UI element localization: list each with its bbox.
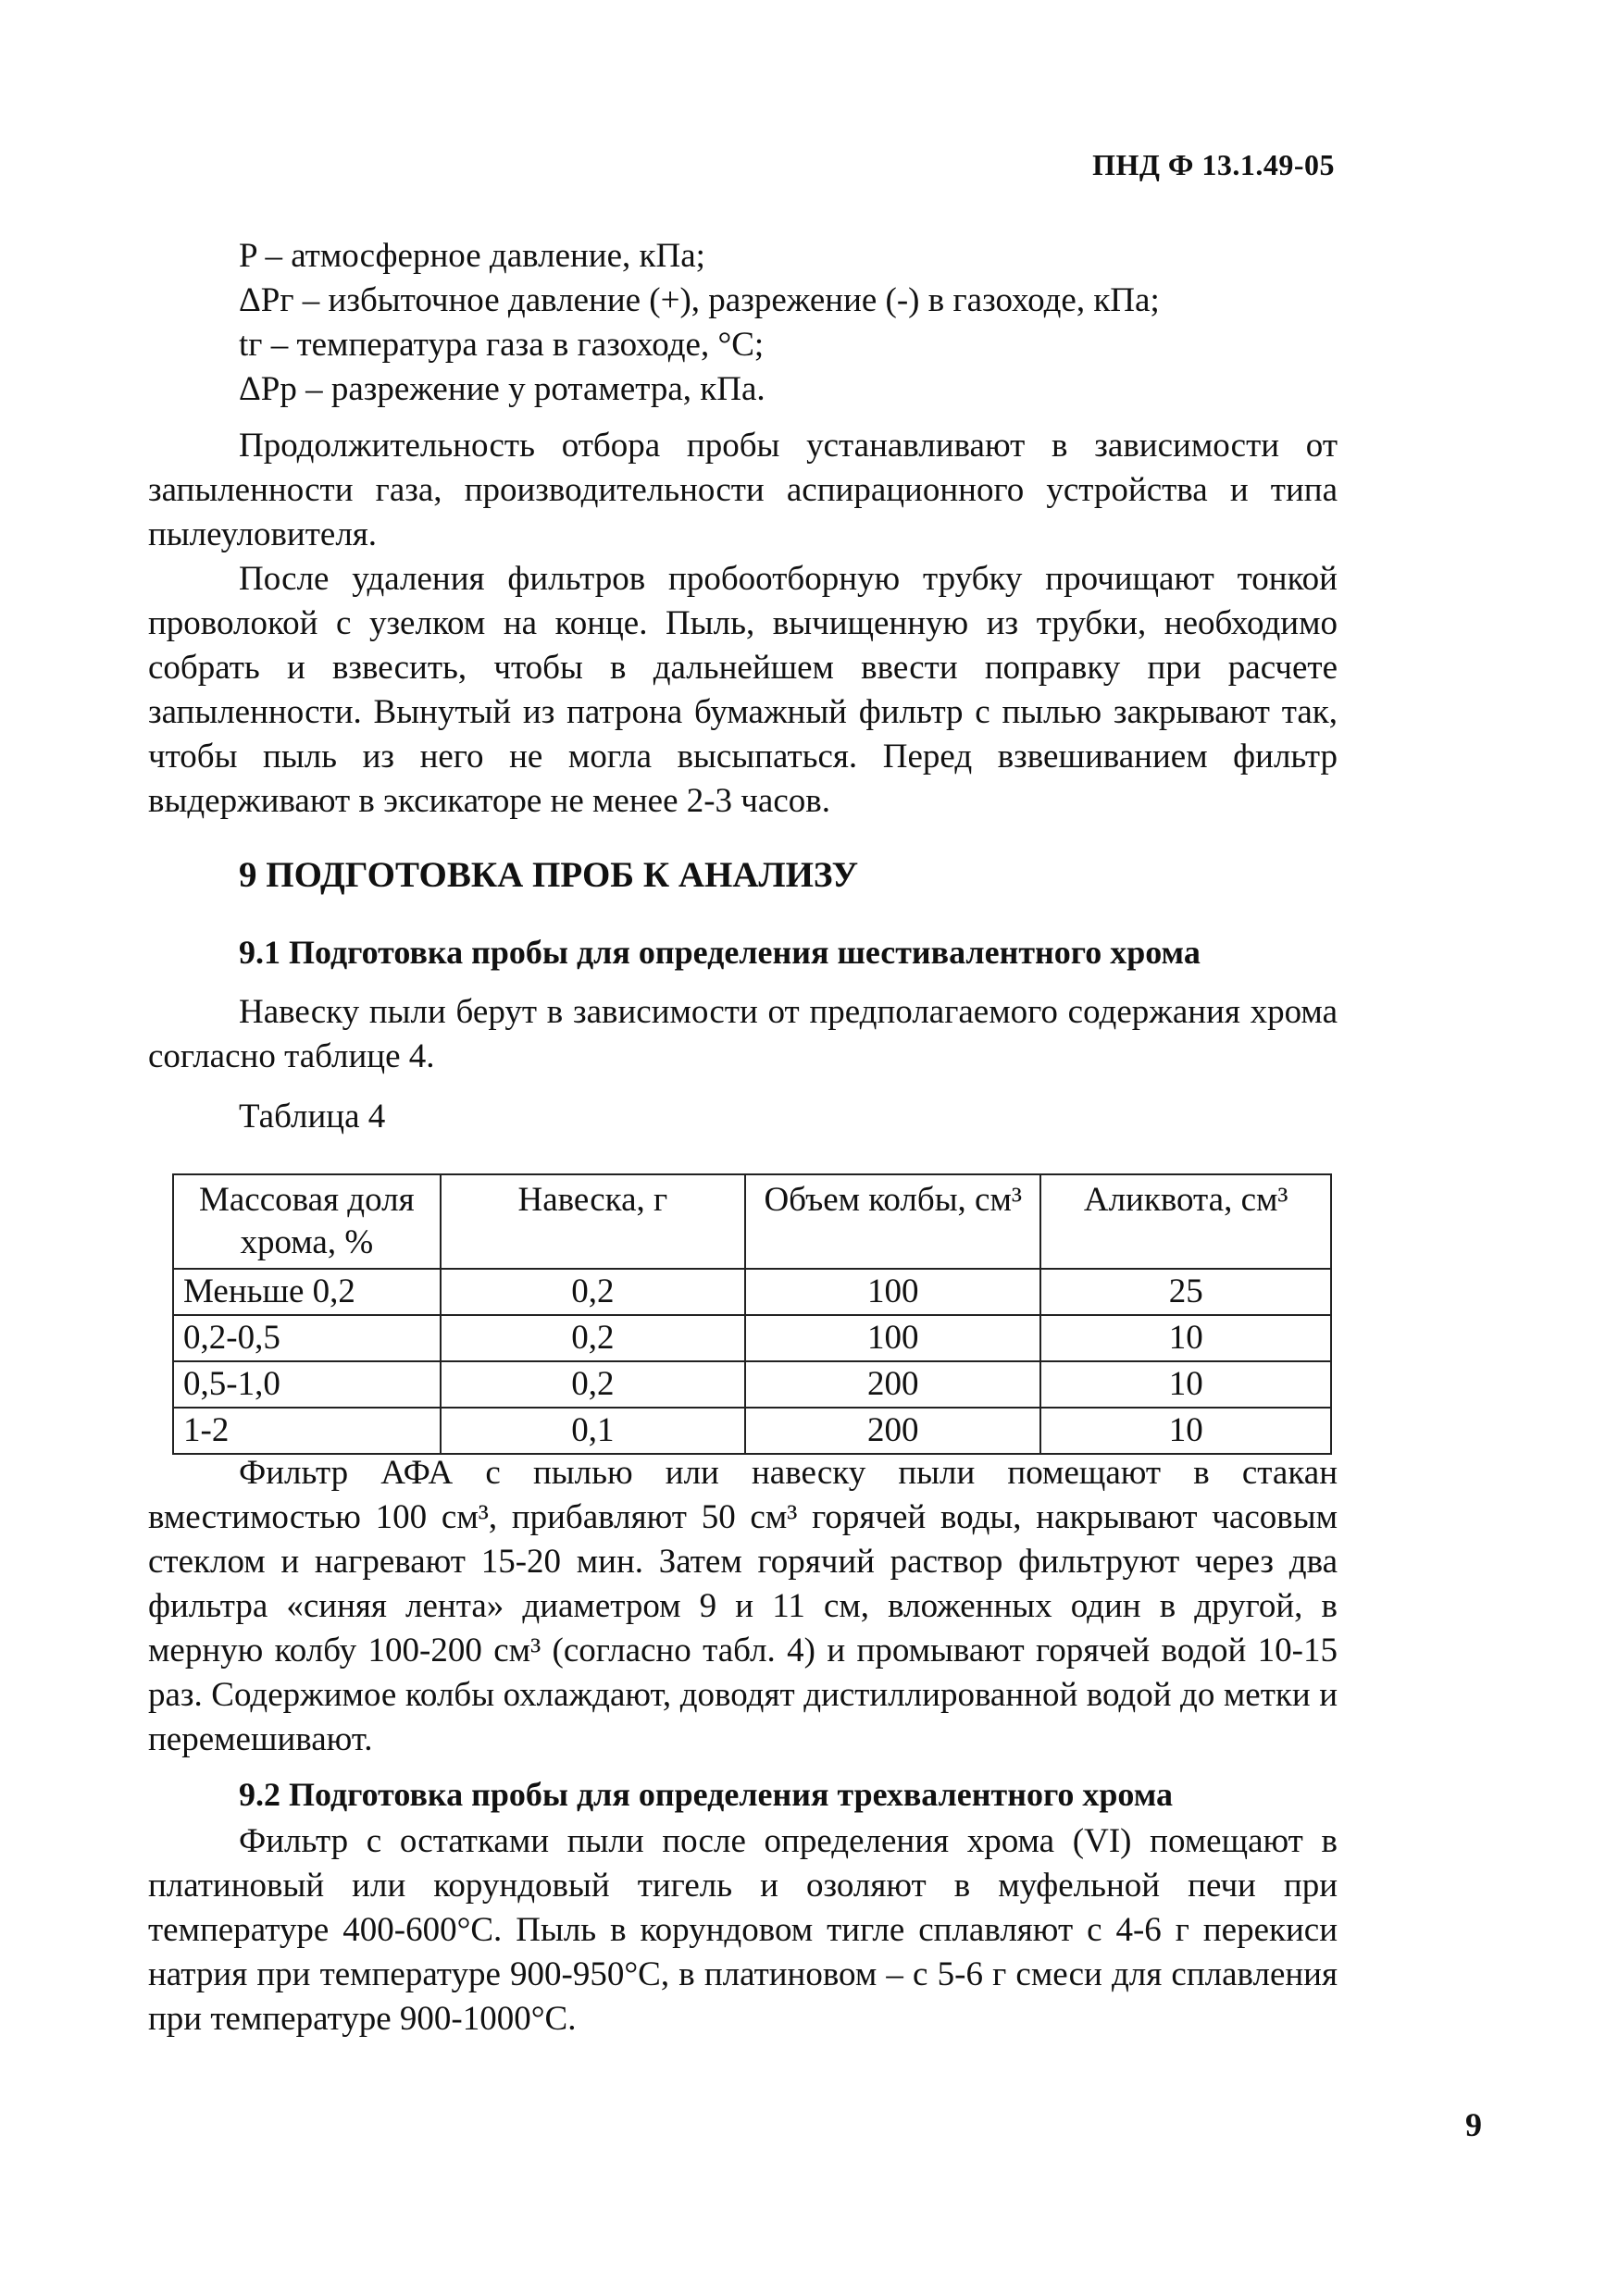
document-code: ПНД Ф 13.1.49-05 bbox=[1092, 148, 1335, 181]
table-header-cell: Навеска, г bbox=[441, 1174, 745, 1269]
definition-item: tг – температура газа в газоходе, °С; bbox=[239, 326, 765, 364]
table-cell: 10 bbox=[1040, 1361, 1331, 1408]
table-cell: 1-2 bbox=[173, 1408, 441, 1454]
table-header-row bbox=[173, 1174, 1331, 1269]
table-header-cell: Аликвота, см³ bbox=[1040, 1174, 1331, 1269]
data-table bbox=[172, 1173, 1332, 1455]
paragraph-text: После удаления фильтров пробоотборную трубку прочищают тонкой проволокой с узелком на конце. Пыль, вычищенную из трубки, необходимо собрать и взвесить, чтобы в дальнейшем ввести поправку при расчете запыленности. Вынутый из патрона бумажный фильтр с пылью закрывают так, чтобы пыль из него не могла высыпаться. Перед взвешиванием фильтр выдерживают в эксикаторе не менее 2-3 часов. bbox=[148, 560, 1338, 820]
table-cell: 0,1 bbox=[441, 1408, 745, 1454]
table-row bbox=[173, 1408, 1331, 1454]
paragraph-duration bbox=[148, 424, 1338, 557]
table-cell: 0,2 bbox=[441, 1361, 745, 1408]
table-caption: Таблица 4 bbox=[239, 1098, 386, 1136]
table-cell: 0,2 bbox=[441, 1269, 745, 1315]
table-cell: 200 bbox=[745, 1408, 1040, 1454]
paragraph-fusion bbox=[148, 1819, 1338, 2042]
table-row bbox=[173, 1315, 1331, 1361]
table-header-cell: Объем колбы, см³ bbox=[745, 1174, 1040, 1269]
table-cell: Меньше 0,2 bbox=[173, 1269, 441, 1315]
table-cell: 100 bbox=[745, 1315, 1040, 1361]
section-heading: 9 ПОДГОТОВКА ПРОБ К АНАЛИЗУ bbox=[239, 855, 859, 895]
table-row bbox=[173, 1361, 1331, 1408]
table-cell: 100 bbox=[745, 1269, 1040, 1315]
paragraph-text: Фильтр с остатками пыли после определения хрома (VI) помещают в платиновый или корундовый тигель и озоляют в муфельной печи при температуре 400-600°С. Пыль в корундовом тигле сплавляют с 4-6 г перекиси натрия при температуре 900-950°С, в платиновом – с 5-6 г смеси для сплавления при температуре 900-1000°С. bbox=[148, 1822, 1338, 2038]
paragraph-text: Продолжительность отбора пробы устанавливают в зависимости от запыленности газа, производительности аспирационного устройства и типа пылеуловителя. bbox=[148, 427, 1338, 553]
subsection-heading: 9.2 Подготовка пробы для определения трехвалентного хрома bbox=[239, 1776, 1174, 1813]
paragraph-text: Фильтр АФА с пылью или навеску пыли помещают в стакан вместимостью 100 см³, прибавляют 50 см³ горячей воды, накрывают часовым стеклом и нагревают 15-20 мин. Затем горячий раствор фильтруют через два фильтра «синяя лента» диаметром 9 и 11 см, вложенных один в другой, в мерную колбу 100-200 см³ (согласно табл. 4) и промывают горячей водой 10-15 раз. Содержимое колбы охлаждают, доводят дистиллированной водой до метки и перемешивают. bbox=[148, 1454, 1338, 1758]
page-number: 9 bbox=[1465, 2106, 1482, 2143]
table-cell: 0,2-0,5 bbox=[173, 1315, 441, 1361]
table-cell: 10 bbox=[1040, 1315, 1331, 1361]
paragraph-sample bbox=[148, 990, 1338, 1079]
table-cell: 200 bbox=[745, 1361, 1040, 1408]
table-cell: 0,5-1,0 bbox=[173, 1361, 441, 1408]
definition-item: P – атмосферное давление, кПа; bbox=[239, 237, 705, 275]
paragraph-text: Навеску пыли берут в зависимости от предполагаемого содержания хрома согласно таблице 4. bbox=[148, 993, 1338, 1075]
definition-item: ΔPр – разрежение у ротаметра, кПа. bbox=[239, 370, 765, 408]
definitions-list bbox=[239, 234, 1428, 412]
subsection-heading: 9.1 Подготовка пробы для определения шестивалентного хрома bbox=[239, 934, 1201, 971]
paragraph-cleaning bbox=[148, 557, 1338, 824]
table-row bbox=[173, 1269, 1331, 1315]
table-cell: 0,2 bbox=[441, 1315, 745, 1361]
table-cell: 10 bbox=[1040, 1408, 1331, 1454]
table-cell: 25 bbox=[1040, 1269, 1331, 1315]
definition-item: ΔPг – избыточное давление (+), разрежение (-) в газоходе, кПа; bbox=[239, 281, 1160, 319]
table-header-cell: Массовая доля хрома, % bbox=[173, 1174, 441, 1269]
paragraph-filtration bbox=[148, 1451, 1338, 1762]
